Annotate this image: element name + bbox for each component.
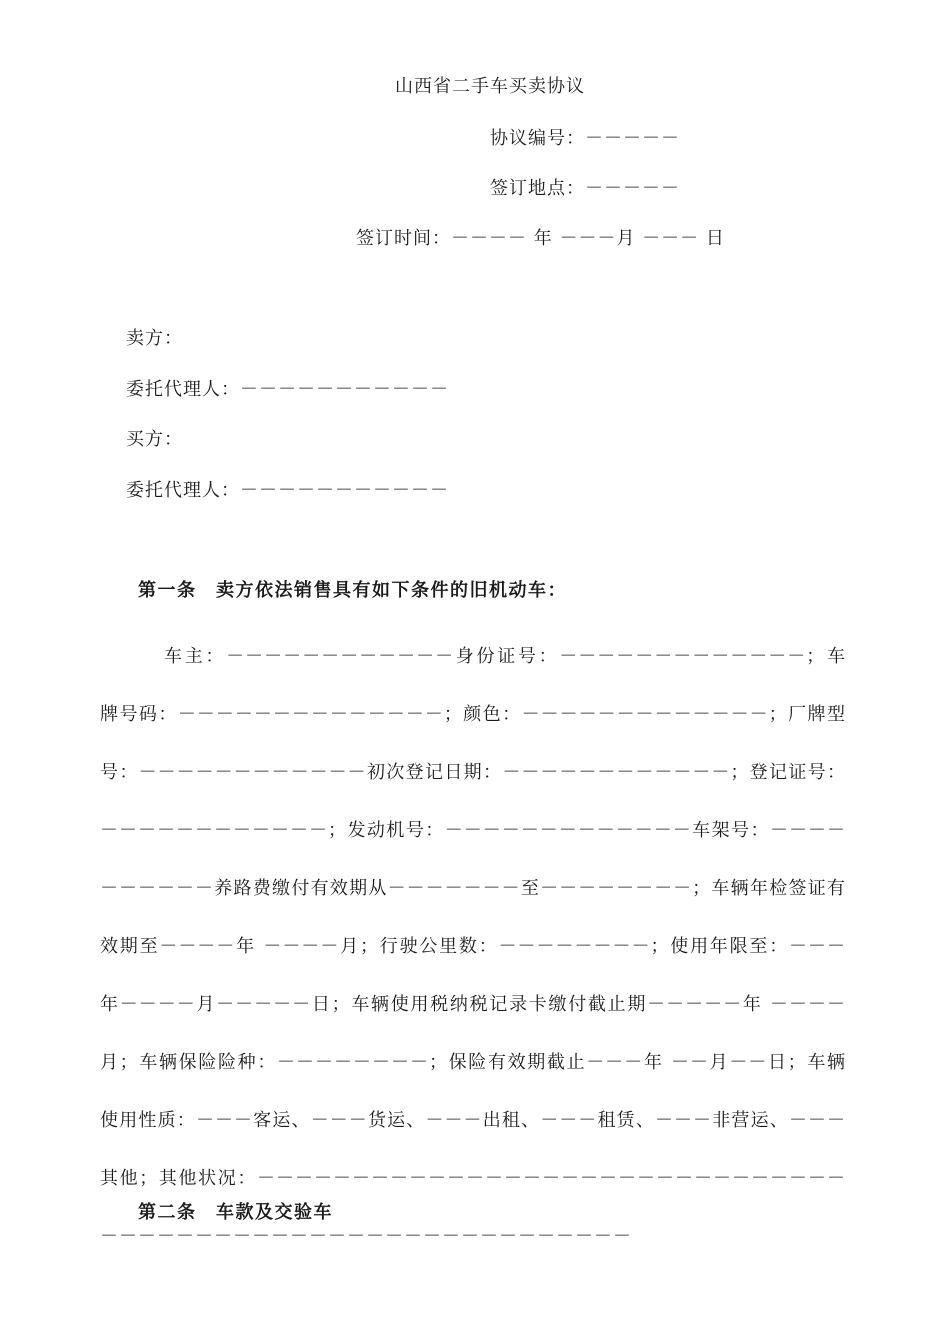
agreement-number: 协议编号：－－－－－ <box>490 128 680 149</box>
document-title: 山西省二手车买卖协议 <box>395 76 585 97</box>
seller-label: 卖方： <box>126 328 183 349</box>
buyer-agent: 委托代理人：－－－－－－－－－－－ <box>126 480 449 501</box>
article-1-body: 车主：－－－－－－－－－－－－身份证号：－－－－－－－－－－－－－；车牌号码：－－－－－－－－－－－－－－；颜色：－－－－－－－－－－－－－；厂牌型号：－－－－－－－－－－－－初次登记日期：－－－－－－－－－－－－；登记证号：－－－－－－－－－－－－；发动机号：－－－－－－－－－－－－－车架号：－－－－－－－－－－养路费缴付有效期从－－－－－－－至－－－－－－－－；车辆年检签证有效期至－－－－年 －－－－月；行驶公里数：－－－－－－－－；使用年限至：－－－年－－－－月－－－－－日；车辆使用税纳税记录卡缴付截止期－－－－－年 －－－－月；车辆保险险种：－－－－－－－－；保险有效期截止－－－年 －－月－－日；车辆使用性质：－－－客运、－－－货运、－－－出租、－－－租赁、－－－非营运、－－－其他；其他状况：－－－－－－－－－－－－－－－－－－－－－－－－－－－－－－－－－－－－－－－－－－－－－－－－－－－－－－－－－－－ <box>100 646 846 1247</box>
article-2-heading: 第二条 车款及交验车 <box>138 1202 333 1223</box>
seller-agent: 委托代理人：－－－－－－－－－－－ <box>126 379 449 400</box>
sign-place: 签订地点：－－－－－ <box>490 178 680 199</box>
article-1-heading: 第一条 卖方依法销售具有如下条件的旧机动车： <box>138 580 567 601</box>
sign-time: 签订时间：－－－－ 年 －－－月 －－－ 日 <box>356 228 725 249</box>
buyer-label: 买方： <box>126 429 183 450</box>
